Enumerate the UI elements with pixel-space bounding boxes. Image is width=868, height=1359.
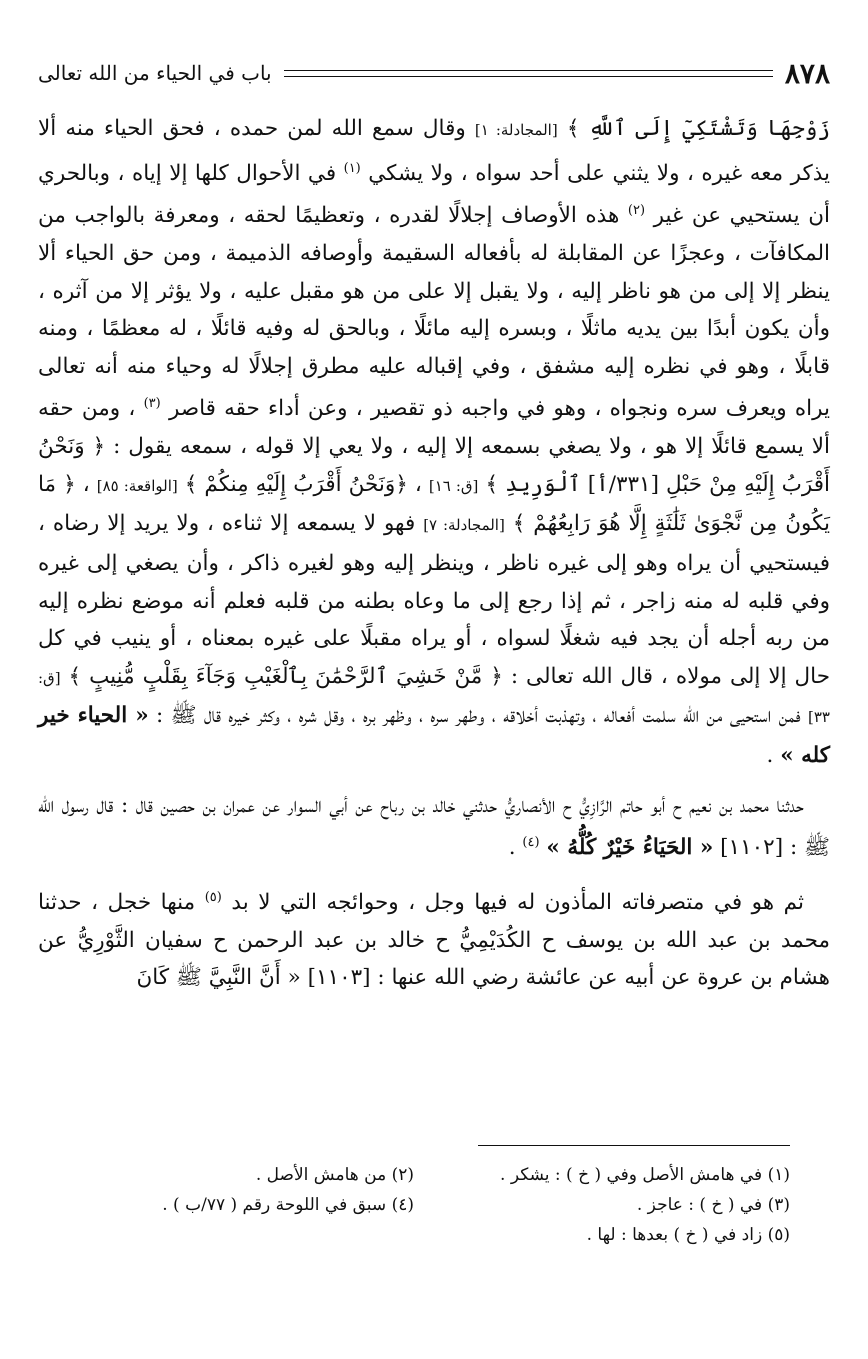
- verse-citation-2: [ق: ١٦]: [428, 476, 479, 495]
- verse-citation-1: [المجادلة: ١]: [474, 121, 558, 139]
- verse-citation-3: [الواقعة: ٨٥]: [96, 476, 178, 495]
- footnote-ref-1: (١): [343, 160, 361, 176]
- text-run: هذه الأوصاف إجلالًا لقدره ، وتعظيمًا لحقه ، ومعرفة بالواجب من المكافآت ، وعجزًا عن المقابلة له بأفعاله السقيمة وأوصافه الذميمة ، ومن حق الحياء ألا ينظر إلا إلى من هو ناظر إليه ، ولا يقبل إلا على من هو مقبل عليه ، ولا يؤثر إلا من آثره ، وأن يكون أبدًا بين يديه ماثلًا ، وبسره إليه مائلًا ، وبالحق له وفيه قائلًا ، له معظمًا ، ومنه قابلًا ، وهو في نظره إليه مشفق ، وفي إقباله عليه مطرق إجلالًا له وحياء منه أنه تعالى يراه ويعرف سره ونجواه ، وهو في واجبه ذو تقصير ، وعن أداء حقه قاصر: [38, 203, 830, 422]
- running-title: باب في الحياء من الله تعالى: [38, 61, 272, 85]
- quran-verse-5: ﴿ مَّنْ خَشِيَ ٱلرَّحْمَٰنَ بِٱلْغَيْبِ وَجَآءَ بِقَلْبٍ مُّنِيبٍ ﴾: [68, 663, 503, 689]
- page-header: [38, 50, 830, 96]
- text-run: فهو لا يسمعه إلا ثناءه ، ولا يريد إلا رضاه ، فيستحيي أن يراه وهو إلى غيره ناظر ، وينظر إليه وهو لغيره ذاكر ، وأن يصغي إلى غيره وفي قلبه له منه زاجر ، ثم إذا رجع إلى ما وعاه بطنه من قلبه فعلم أنه موضع نظره إليه من ربه أجله أن يجد فيه شغلًا لسواه ، أو يراه مقبلًا على غيره بمعناه ، أو ينيب في كل حال إلا إلى مولاه ، قال الله تعالى :: [38, 511, 830, 689]
- text-run: حدثنا محمد بن نعيم ح أبو حاتم الرَّازِيُّ ح الأنصاريُّ حدثني خالد بن رباح عن أبي السوار عن عمران بن حصين قال : قال رسول الله ﷺ : [١١٠٢]: [38, 792, 830, 861]
- hadith-quote-1: « الحياء خير كله »: [38, 703, 830, 768]
- footnote-4: (٤) سبق في اللوحة رقم ( ٧٧/ب ) .: [162, 1195, 414, 1215]
- footnote-ref-4: (٤): [522, 835, 540, 851]
- quran-verse-4: ﴿ مَا يَكُونُ مِن نَّجْوَىٰ ثَلَٰثَةٍ إِلَّا هُوَ رَابِعُهُمْ ﴾: [38, 471, 830, 537]
- footnote-row: [38, 1160, 790, 1190]
- footnote-1: (١) في هامش الأصل وفي ( خ ) : يشكر .: [500, 1165, 790, 1185]
- footnote-ref-3: (٣): [143, 396, 161, 412]
- paragraph-3: [38, 879, 830, 997]
- page-number: ٨٧٨: [784, 56, 830, 90]
- footnote-3: (٣) في ( خ ) : عاجز .: [636, 1195, 790, 1215]
- paragraph-1: [38, 110, 830, 775]
- text-run: وقال سمع الله لمن حمده ، فحق الحياء منه ألا يذكر معه غيره ، ولا يثني على أحد سواه ، ولا يشكي: [38, 116, 830, 186]
- footnote-5: (٥) زاد في ( خ ) بعدها : لها .: [586, 1225, 790, 1245]
- footnote-2: (٢) من هامش الأصل .: [255, 1165, 414, 1185]
- hadith-quote-2: « الحَيَاءُ خَيْرٌ كُلُّهُ »: [546, 835, 714, 861]
- verse-citation-5: [ق: ٣٣]: [38, 668, 830, 727]
- text-run: منها خجل ، حدثنا محمد بن عبد الله بن يوسف ح الكُدَيْمِيُّ ح خالد بن عبد الرحمن ح سفيان الثَّوْرِيُّ عن هشام بن عروة عن أبيه عن عائشة رضي الله عنها : [١١٠٣] « أَنَّ النَّبِيَّ ﷺ كَانَ: [38, 890, 830, 991]
- footnote-row: [38, 1220, 790, 1250]
- footnote-rule: [478, 1145, 790, 1146]
- footnote-ref-2: (٢): [627, 203, 646, 219]
- quran-verse-1: زَوْجِهَا وَتَشْتَكِيٓ إِلَى ٱللَّهِ ﴾: [566, 116, 830, 141]
- text-run: فمن استحيى من الله سلمت أفعاله ، وتهذبت أخلاقه ، وطهر سره ، وظهر بره ، وقل شره ، وكثر خيره قال ﷺ :: [156, 703, 801, 729]
- text-run: .: [766, 742, 774, 768]
- text-run: ،: [414, 471, 422, 497]
- text-run: ،: [82, 471, 90, 497]
- book-page: [38, 50, 830, 997]
- text-run: ثم هو في متصرفاته المأذون له فيها وجل ، وحوائجه التي لا بد: [231, 890, 804, 916]
- text-run: .: [508, 835, 516, 861]
- text-run: ، ومن حقه ألا يسمع قائلًا إلا هو ، ولا يصغي بسمعه إلا إليه ، ولا يعي إلا قوله ، سمعه يقول :: [38, 396, 831, 460]
- header-rule: [284, 70, 773, 77]
- footnotes: [38, 1160, 790, 1250]
- quran-verse-3: ﴿وَنَحْنُ أَقْرَبُ إِلَيْهِ مِنكُمْ ﴾: [184, 471, 408, 497]
- body-text: [38, 110, 830, 997]
- footnote-ref-5: (٥): [204, 889, 222, 905]
- paragraph-2: [38, 787, 830, 867]
- footnote-row: [38, 1190, 790, 1220]
- quran-verse-2: ﴿ وَنَحْنُ أَقْرَبُ إِلَيْهِ مِنْ حَبْلِ [٣٣١/أ] ٱلْوَرِيدِ ﴾: [38, 434, 830, 497]
- verse-citation-4: [المجادلة: ٧]: [423, 516, 505, 535]
- text-run: في الأحوال كلها إلا إياه ، وبالحري أن يستحيي عن غير: [38, 160, 830, 229]
